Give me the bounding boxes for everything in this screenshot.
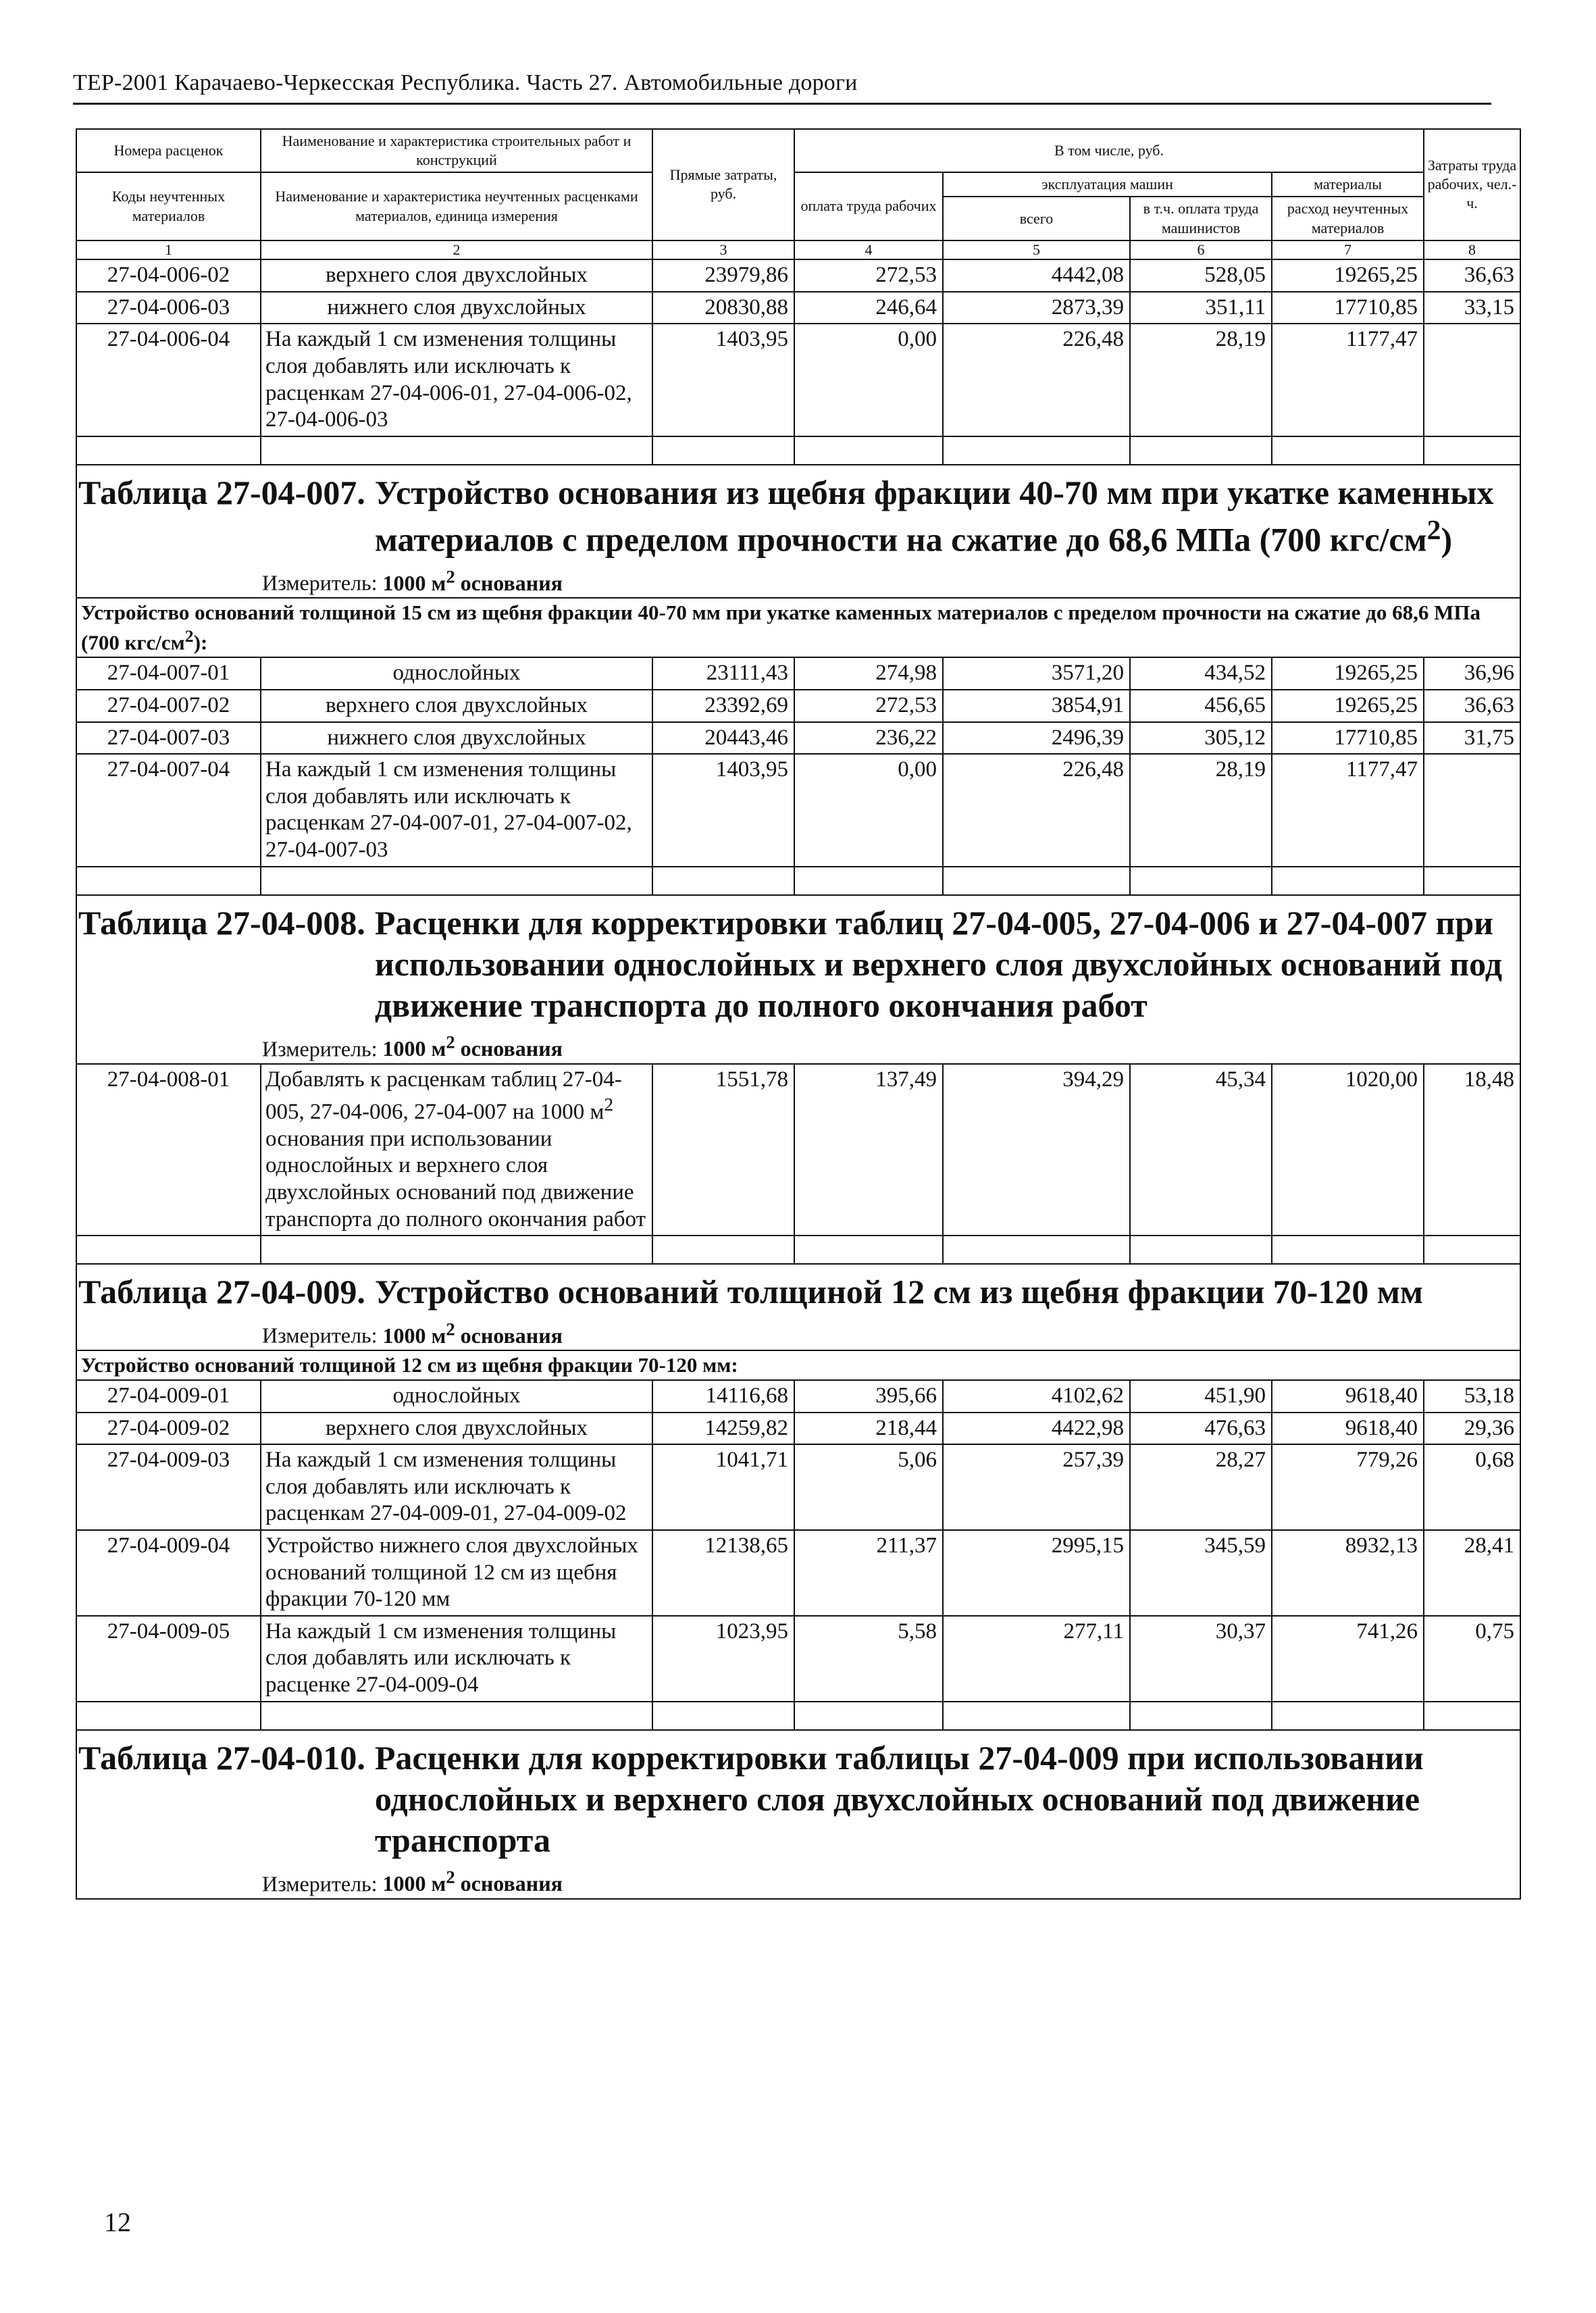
- spacer-cell: [794, 867, 943, 895]
- materials: 19265,25: [1272, 259, 1424, 292]
- header-machine-total: всего: [943, 197, 1130, 240]
- spacer-cell: [261, 1236, 652, 1264]
- column-number-row: [76, 240, 1520, 259]
- spacer-cell: [76, 867, 261, 895]
- direct-costs: 12138,65: [652, 1530, 794, 1616]
- table-label: Таблица 27-04-007.: [78, 473, 365, 511]
- direct-costs: 1551,78: [652, 1064, 794, 1236]
- spacer-cell: [943, 436, 1130, 465]
- labor-hours: [1424, 754, 1520, 866]
- labor-hours: 28,41: [1424, 1530, 1520, 1616]
- rate-description: На каждый 1 см изменения толщины слоя добавлять или исключать к расценкам 27-04-009-01, 27-04-009-02: [261, 1444, 652, 1530]
- spacer-cell: [76, 436, 261, 465]
- direct-costs: 1041,71: [652, 1444, 794, 1530]
- rate-code: 27-04-007-01: [76, 657, 261, 690]
- header-rule: [73, 103, 1491, 105]
- spacer-cell: [1424, 436, 1520, 465]
- machine-total: 226,48: [943, 324, 1130, 436]
- section-heading: Устройство оснований толщиной 15 см из щебня фракции 40-70 мм при укатке каменных материалов с пределом прочности на сжатие до 68,6 МПа (700 кгс/$см^2$):: [76, 598, 1520, 657]
- page-number: 12: [104, 2207, 131, 2237]
- column-number: 7: [1272, 240, 1424, 259]
- table-title-text: Устройство основания из щебня фракции 40-70 мм при укатке каменных материалов с пределом прочности на сжатие до 68,6 МПа (700 кгс/$см^2$): [374, 473, 1494, 559]
- header-material-names: Наименование и характеристика неучтенных расценками материалов, единица измерения: [261, 172, 652, 240]
- table-27-04-009-measure: [76, 1315, 1520, 1350]
- spacer-cell: [794, 436, 943, 465]
- rate-code: 27-04-009-04: [76, 1530, 261, 1616]
- measure-value: 1000 $м^2$ основания: [382, 1319, 563, 1348]
- table-row: [76, 1413, 1520, 1445]
- spacer-cell: [652, 1702, 794, 1730]
- table-27-04-008-measure-row: [76, 1029, 1520, 1064]
- labor-hours: 29,36: [1424, 1413, 1520, 1445]
- measure-label: Измеритель:: [262, 571, 378, 596]
- labor-hours: 0,75: [1424, 1616, 1520, 1702]
- table-27-04-008-title-row: [76, 895, 1520, 1029]
- column-number: 8: [1424, 240, 1520, 259]
- table-27-04-010-title-row: [76, 1730, 1520, 1864]
- spacer-cell: [261, 867, 652, 895]
- machine-total: 4102,62: [943, 1380, 1130, 1413]
- machinist-pay: 456,65: [1130, 690, 1272, 722]
- measure-value: 1000 $м^2$ основания: [382, 566, 563, 596]
- spacer-cell: [1272, 1236, 1424, 1264]
- rate-description: На каждый 1 см изменения толщины слоя добавлять или исключать к расценкам 27-04-006-01, 27-04-006-02, 27-04-006-03: [261, 324, 652, 436]
- spacer-row: [76, 1702, 1520, 1730]
- rate-description: Добавлять к расценкам таблиц 27-04-005, 27-04-006, 27-04-007 на 1000 $м^2$ основания при использовании однослойных и верхнего слоя двухслойных оснований под движение транспорта до полного окончания работ: [261, 1064, 652, 1236]
- table-row: [76, 1616, 1520, 1702]
- labor-pay: 5,58: [794, 1616, 943, 1702]
- materials: 1177,47: [1272, 324, 1424, 436]
- table-27-04-007-measure-row: [76, 563, 1520, 598]
- direct-costs: 1403,95: [652, 324, 794, 436]
- machinist-pay: 305,12: [1130, 722, 1272, 755]
- labor-hours: 31,75: [1424, 722, 1520, 755]
- header-material-consumption: расход неучтенных материалов: [1272, 197, 1424, 240]
- column-number: 4: [794, 240, 943, 259]
- rate-description: однослойных: [261, 657, 652, 690]
- labor-hours: 18,48: [1424, 1064, 1520, 1236]
- rate-code: 27-04-009-03: [76, 1444, 261, 1530]
- spacer-cell: [1130, 1236, 1272, 1264]
- rate-description: верхнего слоя двухслойных: [261, 1413, 652, 1445]
- direct-costs: 20830,88: [652, 292, 794, 324]
- spacer-cell: [1272, 1702, 1424, 1730]
- labor-pay: 272,53: [794, 690, 943, 722]
- header-work-name: Наименование и характеристика строительных работ и конструкций: [261, 129, 652, 172]
- spacer-cell: [1424, 1236, 1520, 1264]
- table-row: [76, 1444, 1520, 1530]
- spacer-cell: [1272, 867, 1424, 895]
- materials: 741,26: [1272, 1616, 1424, 1702]
- machinist-pay: 28,19: [1130, 324, 1272, 436]
- machinist-pay: 45,34: [1130, 1064, 1272, 1236]
- table-title-text: Устройство оснований толщиной 12 см из щебня фракции 70-120 мм: [374, 1273, 1423, 1311]
- rate-code: 27-04-008-01: [76, 1064, 261, 1236]
- rate-description: нижнего слоя двухслойных: [261, 292, 652, 324]
- rate-description: верхнего слоя двухслойных: [261, 259, 652, 292]
- machinist-pay: 451,90: [1130, 1380, 1272, 1413]
- materials: 19265,25: [1272, 657, 1424, 690]
- table-27-04-008-title: [76, 895, 1520, 1029]
- table-row: [76, 754, 1520, 866]
- machine-total: 4422,98: [943, 1413, 1130, 1445]
- table-27-04-009-title-row: [76, 1264, 1520, 1315]
- table-title-text: Расценки для корректировки таблицы 27-04-009 при использовании однослойных и верхнего слоя двухслойных оснований под движение транспорта: [374, 1738, 1424, 1859]
- table-label: Таблица 27-04-008.: [78, 903, 365, 942]
- machine-total: 4442,08: [943, 259, 1130, 292]
- spacer-cell: [1130, 1702, 1272, 1730]
- labor-pay: 246,64: [794, 292, 943, 324]
- table-row: [76, 722, 1520, 755]
- spacer-cell: [652, 867, 794, 895]
- table-row: [76, 292, 1520, 324]
- table-row: [76, 259, 1520, 292]
- header-material-codes: Коды неучтенных материалов: [76, 172, 261, 240]
- rate-code: 27-04-007-04: [76, 754, 261, 866]
- labor-hours: 0,68: [1424, 1444, 1520, 1530]
- table-row: [76, 1530, 1520, 1616]
- table-row: [76, 1064, 1520, 1236]
- table-27-04-007-title-row: [76, 465, 1520, 563]
- rate-code: 27-04-009-01: [76, 1380, 261, 1413]
- spacer-cell: [794, 1236, 943, 1264]
- labor-pay: 0,00: [794, 754, 943, 866]
- table-row: [76, 690, 1520, 722]
- table-label: Таблица 27-04-009.: [78, 1273, 365, 1311]
- machine-total: 2496,39: [943, 722, 1130, 755]
- header-including: В том числе, руб.: [794, 129, 1424, 172]
- machine-total: 226,48: [943, 754, 1130, 866]
- machinist-pay: 345,59: [1130, 1530, 1272, 1616]
- spacer-cell: [1130, 436, 1272, 465]
- column-number: 2: [261, 240, 652, 259]
- direct-costs: 23979,86: [652, 259, 794, 292]
- header-machine-operation: эксплуатация машин: [943, 172, 1272, 197]
- spacer-cell: [1424, 867, 1520, 895]
- table-row: [76, 324, 1520, 436]
- header-row: [76, 129, 1520, 172]
- measure-label: Измеритель:: [262, 1871, 378, 1896]
- direct-costs: 1403,95: [652, 754, 794, 866]
- table-27-04-009-measure-row: [76, 1315, 1520, 1350]
- rate-description: нижнего слоя двухслойных: [261, 722, 652, 755]
- spacer-cell: [943, 1236, 1130, 1264]
- table-row: [76, 657, 1520, 690]
- materials: 17710,85: [1272, 292, 1424, 324]
- rate-description: На каждый 1 см изменения толщины слоя добавлять или исключать к расценке 27-04-009-04: [261, 1616, 652, 1702]
- machine-total: 277,11: [943, 1616, 1130, 1702]
- table-27-04-010-title: [76, 1730, 1520, 1864]
- measure-value: 1000 $м^2$ основания: [382, 1866, 563, 1896]
- table-label: Таблица 27-04-010.: [78, 1738, 365, 1777]
- materials: 9618,40: [1272, 1380, 1424, 1413]
- spacer-cell: [76, 1702, 261, 1730]
- table-row: [76, 1380, 1520, 1413]
- rate-code: 27-04-007-02: [76, 690, 261, 722]
- column-number: 6: [1130, 240, 1272, 259]
- rate-code: 27-04-007-03: [76, 722, 261, 755]
- spacer-row: [76, 867, 1520, 895]
- measure-value: 1000 $м^2$ основания: [382, 1032, 563, 1061]
- labor-pay: 211,37: [794, 1530, 943, 1616]
- spacer-cell: [652, 436, 794, 465]
- table-27-04-008-measure: [76, 1029, 1520, 1064]
- machine-total: 3854,91: [943, 690, 1130, 722]
- machinist-pay: 476,63: [1130, 1413, 1272, 1445]
- materials: 17710,85: [1272, 722, 1424, 755]
- rate-description: однослойных: [261, 1380, 652, 1413]
- materials: 779,26: [1272, 1444, 1424, 1530]
- rate-code: 27-04-006-03: [76, 292, 261, 324]
- machinist-pay: 434,52: [1130, 657, 1272, 690]
- header-row: [76, 172, 1520, 197]
- spacer-row: [76, 436, 1520, 465]
- column-number: 1: [76, 240, 261, 259]
- price-table: [76, 128, 1521, 1900]
- labor-pay: 274,98: [794, 657, 943, 690]
- spacer-cell: [1130, 867, 1272, 895]
- spacer-cell: [943, 1702, 1130, 1730]
- labor-pay: 218,44: [794, 1413, 943, 1445]
- materials: 19265,25: [1272, 690, 1424, 722]
- direct-costs: 23392,69: [652, 690, 794, 722]
- labor-pay: 0,00: [794, 324, 943, 436]
- materials: 1177,47: [1272, 754, 1424, 866]
- labor-hours: [1424, 324, 1520, 436]
- rate-code: 27-04-009-02: [76, 1413, 261, 1445]
- table-title-text: Расценки для корректировки таблиц 27-04-005, 27-04-006 и 27-04-007 при использовании однослойных и верхнего слоя двухслойных оснований под движение транспорта до полного окончания работ: [374, 903, 1503, 1024]
- table-27-04-010-measure: [76, 1864, 1520, 1899]
- spacer-cell: [943, 867, 1130, 895]
- spacer-cell: [1424, 1702, 1520, 1730]
- section-row: [76, 1350, 1520, 1380]
- header-machinist-pay: в т.ч. оплата труда машинистов: [1130, 197, 1272, 240]
- machinist-pay: 28,27: [1130, 1444, 1272, 1530]
- spacer-cell: [76, 1236, 261, 1264]
- measure-label: Измеритель:: [262, 1323, 378, 1348]
- machine-total: 2995,15: [943, 1530, 1130, 1616]
- spacer-cell: [261, 436, 652, 465]
- machinist-pay: 30,37: [1130, 1616, 1272, 1702]
- rate-code: 27-04-006-02: [76, 259, 261, 292]
- labor-hours: 33,15: [1424, 292, 1520, 324]
- rate-code: 27-04-009-05: [76, 1616, 261, 1702]
- labor-pay: 5,06: [794, 1444, 943, 1530]
- spacer-cell: [652, 1236, 794, 1264]
- section-heading: Устройство оснований толщиной 12 см из щебня фракции 70-120 мм:: [76, 1350, 1520, 1380]
- machinist-pay: 28,19: [1130, 754, 1272, 866]
- machine-total: 3571,20: [943, 657, 1130, 690]
- labor-pay: 272,53: [794, 259, 943, 292]
- rate-description: верхнего слоя двухслойных: [261, 690, 652, 722]
- materials: 1020,00: [1272, 1064, 1424, 1236]
- spacer-cell: [261, 1702, 652, 1730]
- section-row: [76, 598, 1520, 657]
- machine-total: 394,29: [943, 1064, 1130, 1236]
- rate-description: Устройство нижнего слоя двухслойных оснований толщиной 12 см из щебня фракции 70-120 мм: [261, 1530, 652, 1616]
- materials: 9618,40: [1272, 1413, 1424, 1445]
- direct-costs: 23111,43: [652, 657, 794, 690]
- header-rate-numbers: Номера расценок: [76, 129, 261, 172]
- spacer-cell: [794, 1702, 943, 1730]
- column-number: 5: [943, 240, 1130, 259]
- table-27-04-007-title: [76, 465, 1520, 563]
- labor-pay: 236,22: [794, 722, 943, 755]
- machinist-pay: 351,11: [1130, 292, 1272, 324]
- spacer-row: [76, 1236, 1520, 1264]
- labor-pay: 395,66: [794, 1380, 943, 1413]
- machinist-pay: 528,05: [1130, 259, 1272, 292]
- spacer-cell: [1272, 436, 1424, 465]
- direct-costs: 20443,46: [652, 722, 794, 755]
- direct-costs: 14259,82: [652, 1413, 794, 1445]
- machine-total: 2873,39: [943, 292, 1130, 324]
- header-direct-costs: Прямые затраты, руб.: [652, 129, 794, 240]
- header-labor-pay: оплата труда рабочих: [794, 172, 943, 240]
- direct-costs: 1023,95: [652, 1616, 794, 1702]
- page-header: ТЕР-2001 Карачаево-Черкесская Республика. Часть 27. Автомобильные дороги: [73, 70, 858, 95]
- direct-costs: 14116,68: [652, 1380, 794, 1413]
- measure-label: Измеритель:: [262, 1036, 378, 1061]
- table-27-04-010-measure-row: [76, 1864, 1520, 1899]
- table-27-04-007-measure: [76, 563, 1520, 598]
- labor-hours: 36,96: [1424, 657, 1520, 690]
- rate-code: 27-04-006-04: [76, 324, 261, 436]
- column-number: 3: [652, 240, 794, 259]
- materials: 8932,13: [1272, 1530, 1424, 1616]
- machine-total: 257,39: [943, 1444, 1130, 1530]
- table-27-04-009-title: [76, 1264, 1520, 1315]
- header-labor-hours: Затраты труда рабочих, чел.-ч.: [1424, 129, 1520, 240]
- labor-pay: 137,49: [794, 1064, 943, 1236]
- labor-hours: 53,18: [1424, 1380, 1520, 1413]
- labor-hours: 36,63: [1424, 690, 1520, 722]
- labor-hours: 36,63: [1424, 259, 1520, 292]
- rate-description: На каждый 1 см изменения толщины слоя добавлять или исключать к расценкам 27-04-007-01, 27-04-007-02, 27-04-007-03: [261, 754, 652, 866]
- header-materials: материалы: [1272, 172, 1424, 197]
